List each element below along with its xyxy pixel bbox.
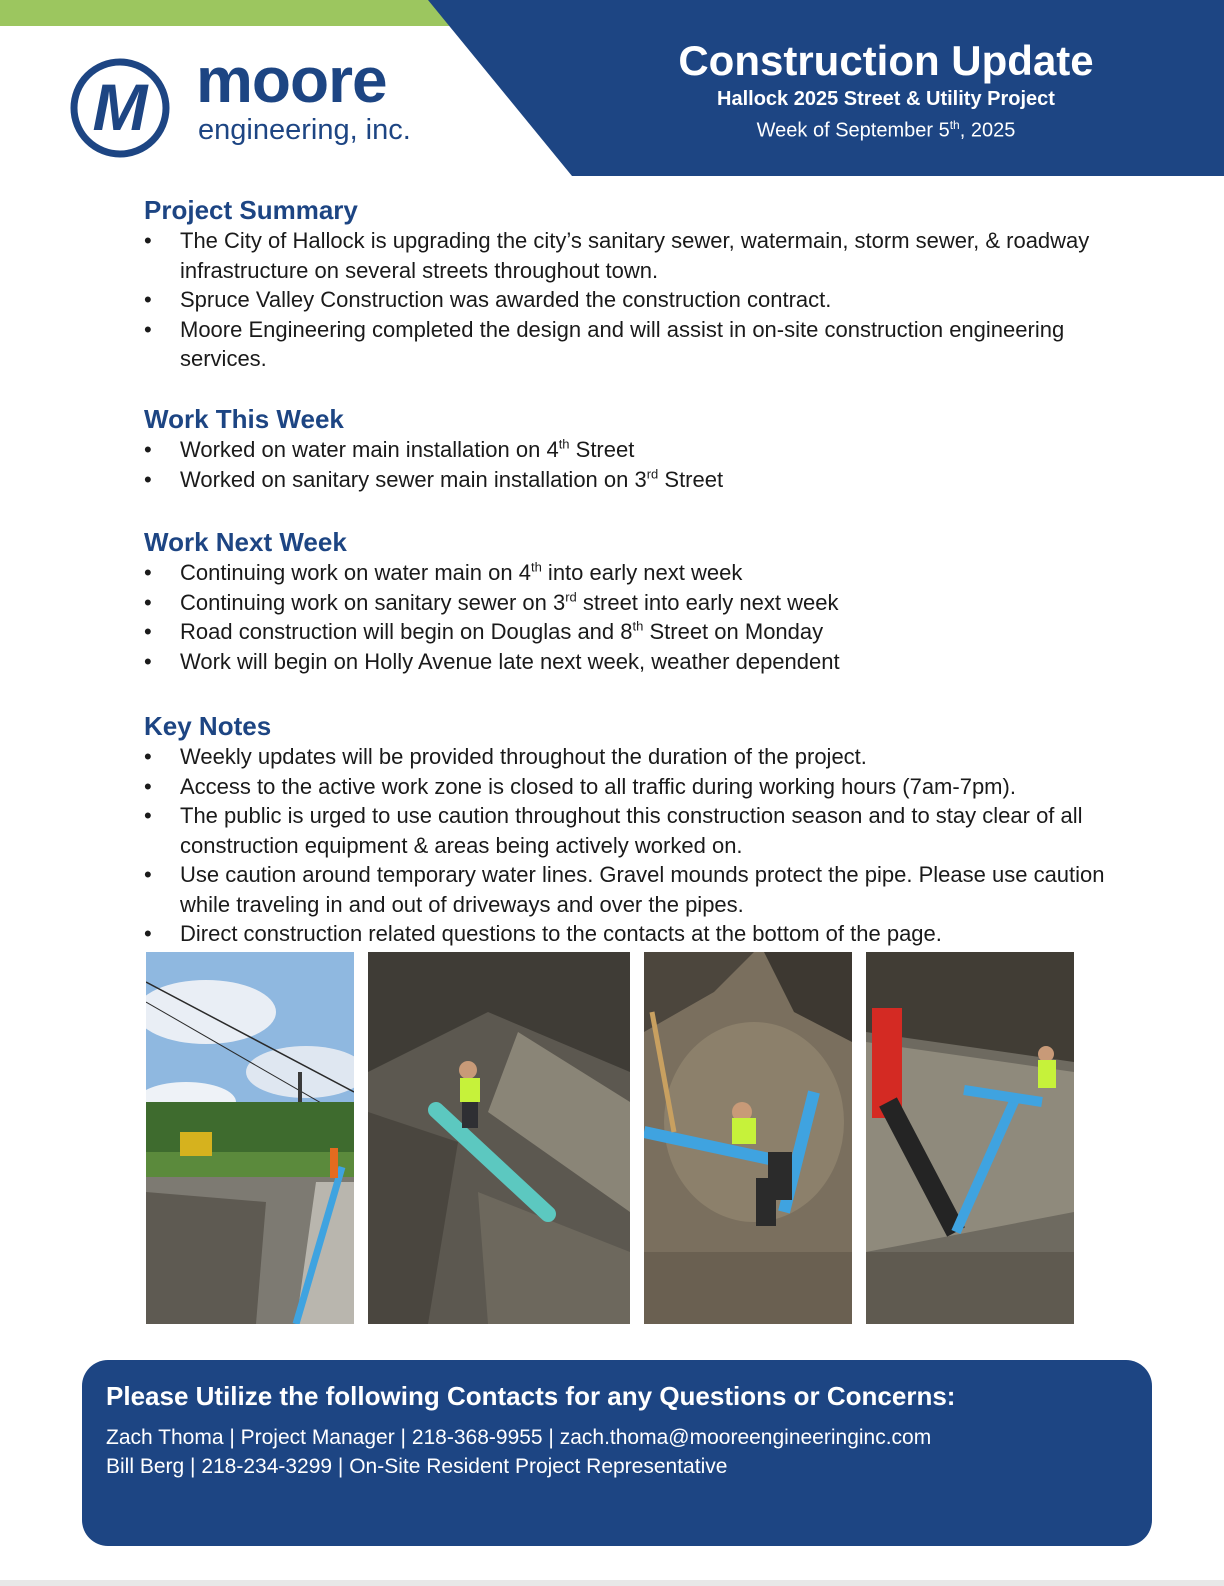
section-key-notes: [144, 710, 1134, 949]
logo-mark-icon: [70, 58, 174, 162]
bullet-list: [144, 742, 1134, 949]
bullet-list: [144, 226, 1134, 374]
header-text: [636, 36, 1136, 144]
company-logo: [70, 44, 430, 162]
footer-divider: [0, 1580, 1224, 1586]
svg-text:M: M: [92, 70, 148, 144]
list-item: • Worked on sanitary sewer main installation on 3rd Street: [144, 465, 1134, 495]
construction-photo-hydrant: [866, 952, 1074, 1324]
list-item: • Continuing work on water main on 4th into early next week: [144, 558, 1134, 588]
section-work-this-week: [144, 403, 1134, 494]
section-heading: Work This Week: [144, 404, 344, 434]
bullet-list: [144, 558, 1134, 676]
logo-wordmark: moore: [196, 44, 387, 116]
list-item: • Road construction will begin on Douglas and 8th Street on Monday: [144, 617, 1134, 647]
contact-line: Zach Thoma | Project Manager | 218-368-9955 | zach.thoma@mooreengineeringinc.com: [106, 1426, 932, 1449]
contacts-title: Please Utilize the following Contacts for any Questions or Concerns:: [106, 1381, 956, 1411]
project-name: Hallock 2025 Street & Utility Project: [717, 88, 1055, 110]
week-date: Week of September 5th, 2025: [756, 118, 1016, 142]
list-item: • Direct construction related questions to the contacts at the bottom of the page.: [144, 919, 1134, 949]
section-heading: Project Summary: [144, 195, 358, 225]
list-item: • Work will begin on Holly Avenue late next week, weather dependent: [144, 647, 1134, 677]
list-item: • Access to the active work zone is closed to all traffic during working hours (7am-7pm).: [144, 772, 1134, 802]
list-item: • The public is urged to use caution throughout this construction season and to stay clear of all construction equipment & areas being actively worked on.: [144, 801, 1134, 860]
list-item: • The City of Hallock is upgrading the city’s sanitary sewer, watermain, storm sewer, & roadway infrastructure on several streets throughout town.: [144, 226, 1134, 285]
logo-subtitle: engineering, inc.: [198, 114, 411, 146]
contact-line: Bill Berg | 218-234-3299 | On-Site Resident Project Representative: [106, 1455, 728, 1478]
list-item: • Spruce Valley Construction was awarded the construction contract.: [144, 285, 1134, 315]
list-item: • Worked on water main installation on 4th Street: [144, 435, 1134, 465]
list-item: • Continuing work on sanitary sewer on 3rd street into early next week: [144, 588, 1134, 618]
construction-photo-street: [146, 952, 354, 1324]
list-item: • Weekly updates will be provided throughout the duration of the project.: [144, 742, 1134, 772]
section-heading: Key Notes: [144, 711, 272, 741]
construction-photo-trench: [368, 952, 630, 1324]
section-heading: Work Next Week: [144, 527, 347, 557]
section-project-summary: [144, 194, 1134, 374]
list-item: • Use caution around temporary water lines. Gravel mounds protect the pipe. Please use caution while traveling in and out of driveways and over the pipes.: [144, 860, 1134, 919]
construction-photo-junction: [644, 952, 852, 1324]
contacts-panel: [82, 1360, 1152, 1546]
list-item: • Moore Engineering completed the design and will assist in on-site construction engineering services.: [144, 315, 1134, 374]
page-title: Construction Update: [678, 37, 1094, 84]
bullet-list: [144, 435, 1134, 494]
section-work-next-week: [144, 526, 1134, 676]
